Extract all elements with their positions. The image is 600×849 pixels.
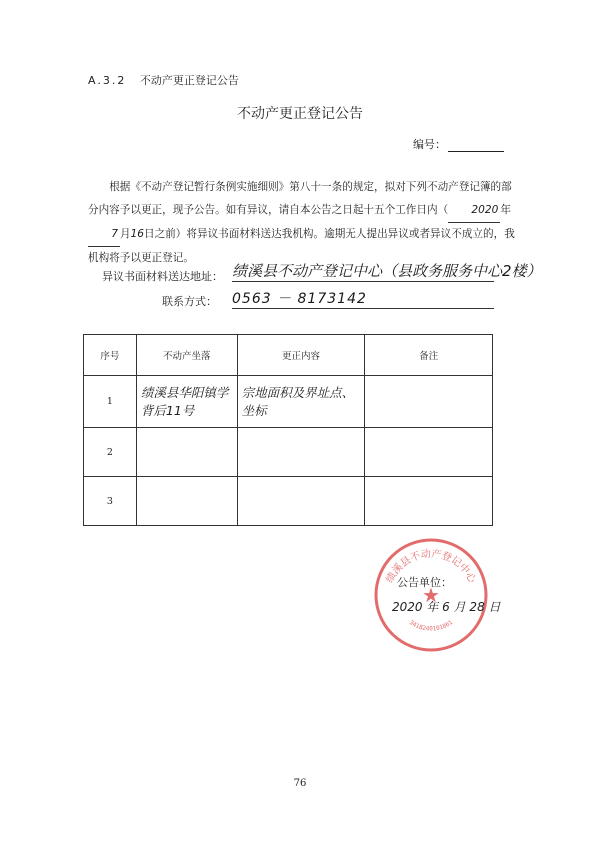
objection-address-value: 绩溪县不动产登记中心（县政务服务中心2楼） bbox=[232, 262, 542, 280]
deadline-day: 16 bbox=[130, 228, 145, 240]
header-remark: 备注 bbox=[365, 335, 493, 376]
deadline-year: 2020 bbox=[448, 199, 500, 223]
signing-date: 2020 年 6 月 28 日 bbox=[392, 600, 501, 614]
cell-location: 绩溪县华阳镇学背后11号 bbox=[136, 376, 237, 428]
issuer-label: 公告单位： bbox=[397, 576, 452, 589]
cell-serial: 2 bbox=[84, 428, 137, 477]
cell-location bbox=[136, 477, 237, 526]
table-row bbox=[84, 428, 493, 477]
section-heading bbox=[88, 72, 239, 88]
table-row bbox=[84, 477, 493, 526]
deadline-year-unit: 年 bbox=[500, 204, 511, 216]
cell-correction: 宗地面积及界址点、坐标 bbox=[237, 376, 365, 428]
section-number: A.3.2 bbox=[88, 74, 127, 87]
cell-location bbox=[136, 428, 237, 477]
seal-text-path: 绩溪县不动产登记中心 bbox=[384, 548, 478, 585]
document-title: 不动产更正登记公告 bbox=[237, 106, 363, 122]
seal-star-icon: ★ bbox=[422, 583, 440, 607]
section-title: 不动产更正登记公告 bbox=[139, 74, 239, 87]
contact-value: 0563 － 8173142 bbox=[232, 288, 494, 309]
header-correction: 更正内容 bbox=[237, 335, 365, 376]
table-row bbox=[84, 376, 493, 428]
cell-remark bbox=[365, 376, 493, 428]
cell-remark bbox=[365, 428, 493, 477]
correction-table bbox=[83, 334, 493, 526]
serial-label: 编号： bbox=[413, 138, 446, 151]
objection-address-label: 异议书面材料送达地址： bbox=[102, 270, 223, 283]
notice-text-1: 根据《不动产登记暂行条例实施细则》第八十一条的规定，拟对下列不动产登记簿的部分内容予以更正，现予公告。如有异议，请自本公告之日起十五个工作日内（ bbox=[88, 181, 512, 216]
serial-blank bbox=[448, 139, 504, 152]
official-seal bbox=[372, 536, 490, 654]
page-number: 76 bbox=[293, 778, 307, 789]
notice-text-2: 日之前）将异议书面材料送达我机构。逾期无人提出异议或者异议不成立的，我机构将予以更正登记。 bbox=[88, 228, 515, 264]
header-serial: 序号 bbox=[84, 335, 137, 376]
seal-code-path: 3418240101861 bbox=[407, 619, 455, 633]
header-location: 不动产坐落 bbox=[136, 335, 237, 376]
cell-serial: 1 bbox=[84, 376, 137, 428]
cell-correction bbox=[237, 428, 365, 477]
serial-number bbox=[413, 136, 504, 152]
contact-label: 联系方式： bbox=[162, 295, 217, 308]
notice-paragraph bbox=[88, 176, 518, 270]
seal-code bbox=[408, 619, 455, 633]
cell-remark bbox=[365, 477, 493, 526]
cell-serial: 3 bbox=[84, 477, 137, 526]
table-header-row bbox=[84, 335, 493, 376]
deadline-month: 7 bbox=[88, 223, 120, 247]
deadline-month-unit: 月 bbox=[119, 228, 131, 240]
cell-correction bbox=[237, 477, 365, 526]
